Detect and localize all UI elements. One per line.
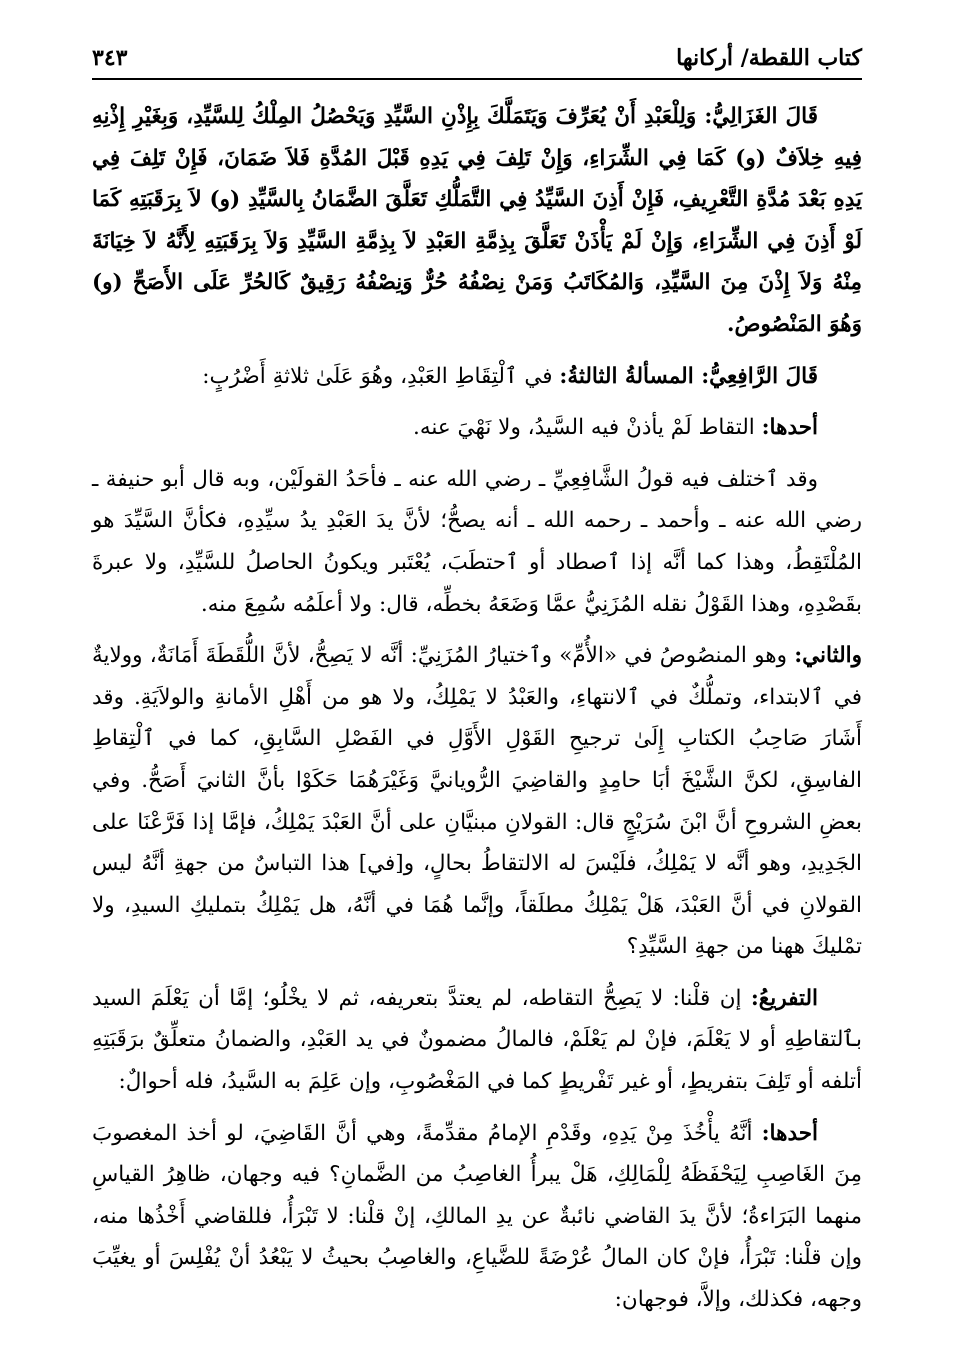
paragraph-ghazali-text (92, 96, 862, 346)
paragraph-first-opinion (92, 459, 862, 625)
paragraph-text: وهو المنصُوصُ في «الأُمِّ» وٱختيارُ المُزَنِيِّ: أنَّه لا يَصِحُّ، لأنَّ اللُّقَطَةَ أَمَانَةٌ، وولايةٌ في ٱلابتداء، وتملُّكٌ في ٱلانتهاءِ، والعَبْدُ لا يَمْلِكُ، ولا هو من أَهْلِ الأمانةِ والولاَيَةِ. وقد أَشَارَ صَاحِبُ الكتابِ إِلَىٰ ترجيحِ القَوْلِ الأَوَّلِ في الفَصْلِ السَّابِقِ، كما في ٱلْتِقاطِ الفاسِقِ، لكنَّ الشَّيْخَ أبَا حامِدٍ والقاضِيَ الرُّويانيَّ وَغَيْرَهُمَا حَكَوْا بأنَّ الثانيَ أَصَحُّ. وفي بعضِ الشروحِ أنَّ ابْنَ سُرَيْجٍ قال: القولانِ مبنيَّانِ على أنَّ العَبْدَ يَمْلِكُ، فإمَّا إذا فَرَّعْنَا على الجَدِيدِ، وهو أنَّه لا يَمْلِكُ، فلَيْسَ له الالتقاطُ بحالٍ، و[في] هذا التباسٌ من جهةِ أنَّهُ ليس القولانِ في أنَّ العَبْدَ، هَلْ يَمْلِكُ مطلَقاً، وإنَّما هُمَا في أنَّهُ، هل يَمْلِكُ بتمليكِ السيدِ، ولا تمْليكَ ههنا من جهةِ السَّيِّدِ؟ (92, 643, 862, 960)
paragraph-rafii-intro (92, 356, 862, 398)
paragraph-text: إن قلْنا: لا يَصِحُّ التقاطه، لم يعتدَّ بتعريفه، ثم لا يخْلُو؛ إمَّا أن يَعْلَمَ السيد بٱلتقاطِهِ أو لا يَعْلَمَ، فإنْ لم يَعْلَمْ، فالمالُ مضمونٌ في يد العَبْدِ، والضمانُ متعلِّقٌ برَقَبَتِهِ أتلفه أو تَلِفَ بتفريطٍ، أو غير تَفْريطٍ كما في المَغْصُوبِ، وإن عَلِمَ به السَّيدُ، فله أحوالٌ: (92, 985, 862, 1095)
paragraph-text: التقاط لَمْ يأذنْ فيه السَّيدُ، ولا نَهْيَ عنه. (413, 415, 762, 441)
page-header (92, 38, 862, 80)
paragraph-text: أنَّهُ يأْخُذَ مِنْ يَدِهِ، وقَدْمِ الإمامُ مقدِّمةً، وهي أنَّ القَاضِيَ، لو أخذ المغصوبَ مِنَ الغَاصِبِ لِيَحْفَظَهُ لِلْمَالِكِ، هَلْ يبرأُ الغاصِبُ من الضَّمانِ؟ فيه وجهان، ظاهِرُ القياسِ منهما البَرَاءةُ؛ لأنَّ يدَ القاضي نائبةٌ عن يدِ المالكِ، إنْ قلْنا: لا تَبْرَأُ، فللقاضي أَخْذُها منه، وإن قلْنا: تَبْرَأُ، فإنْ كان المالُ عُرْضَةً للضَّياعِ، والغاصِبُ بحيثُ لا يَبْعُدُ أنْ يُفْلِسَ أو يغيِّبَ وجهه، فكذلك، وإلاَّ، فوجهان: (92, 1120, 862, 1313)
paragraph-text: قَالَ الغَزَالِيُّ: وَلِلْعَبْدِ أَنْ يُعَرِّفَ وَيَتَمَلَّكَ بِإِذْنِ السَّيِّدِ وَيَحْصُلُ المِلْكُ لِلسَّيِّدِ، وَبِغَيْرِ إِذْنِهِ فِيهِ خِلاَفٌ (و) كَمَا فِي الشِّرَاءِ، وَإِنْ تَلِفَ فِي يَدِهِ قَبْلَ المُدَّةِ فَلاَ ضَمَانَ، فَإِنْ تَلِفَ فِي يَدِهِ بَعْدَ مُدَّةِ التَّعْرِيفِ، فَإِنْ أَذِنَ السَّيِّدُ فِي التَّمَلُّكِ تَعَلَّقَ الضَّمَانُ بِالسَّيِّدِ (و) لاَ بِرَقَبَتِهِ كَمَا لَوْ أَذِنَ فِي الشِّرَاءِ، وَإِنْ لَمْ يَأْذَنْ تَعَلَّقَ بِذِمَّةِ العَبْدِ لاَ بِذِمَّةِ السَّيِّدِ وَلاَ بِرَقَبَتِهِ لِأَنَّهُ لاَ خِيَانَةَ مِنْهُ وَلاَ إِذْنَ مِنَ السَّيِّدِ، وَالمُكَاتَبُ وَمَنْ نِصْفُهُ حُرٌّ وَنِصْفُهُ رَقِيقٌ كَالحُرِّ عَلَى الأَصَحِّ (و) وَهُوَ المَنْصُوصُ. (92, 104, 862, 337)
paragraph-first-state (92, 1113, 862, 1321)
paragraph-tafri (92, 978, 862, 1103)
paragraph-text: في ٱلْتِقَاطِ العَبْدِ، وهُوَ عَلَىٰ ثلاثةِ أَضْرُبٍ: (202, 363, 560, 389)
paragraph-lead: أحدها: (761, 1120, 818, 1146)
paragraph-text: وقد ٱختلف فيه قولُ الشَّافِعِيِّ ـ رضي الله عنه ـ فأحَدُ القولَيْن، وبه قال أبو حنيفة ـ رضي الله عنه ـ وأحمد ـ رحمه الله ـ أنه يصحُّ؛ لأنَّ يدَ العَبْدِ يدُ سيِّدِهِ، فكأنَّ السَّيِّدَ هو المُلْتَقِطُ، وهذا كما أنَّه إذا ٱصطاد أو ٱحتطَبَ، يُعْتَبر ويكونُ الحاصلُ للسَّيِّدِ، ولا عبرةَ بقَصْدِهِ، وهذا القَوْلُ نقله المُزَنِيُّ عمَّا وَضَعَهُ بخطِّه، قال: ولا أعلَمُه سُمِعَ منه. (92, 466, 862, 617)
running-title: كتاب اللقطة/ أركانها (676, 45, 862, 71)
page-number: ٣٤٣ (92, 45, 128, 71)
paragraph-second-opinion (92, 635, 862, 968)
paragraph-lead: التفريعُ: (750, 985, 818, 1011)
paragraph-lead: قَالَ الرَّافِعِيُّ: المسألةُ الثالثةُ: (559, 363, 818, 389)
page-body (92, 96, 862, 1331)
paragraph-lead: أحدها: (761, 415, 818, 441)
paragraph-lead: والثاني: (794, 643, 862, 669)
paragraph-first-type (92, 407, 862, 449)
